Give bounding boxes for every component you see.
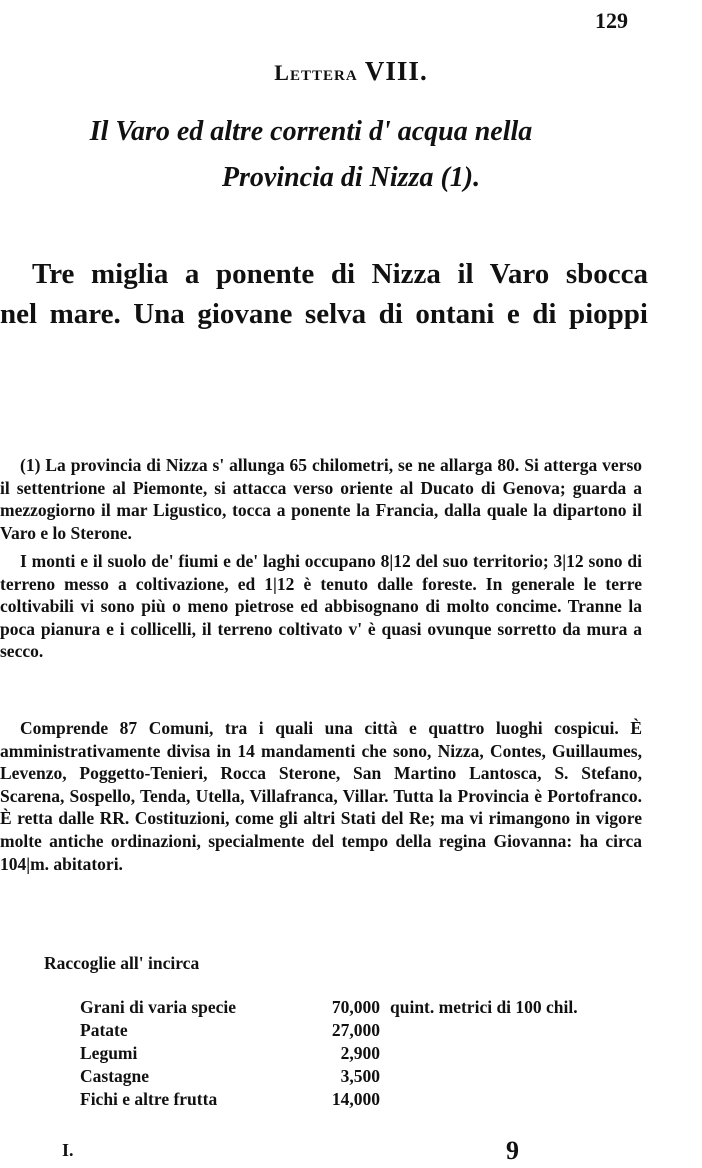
table-row — [80, 1019, 578, 1042]
crop-quantity: 27,000 — [331, 1020, 380, 1040]
crop-quantity: 70,000 — [331, 997, 380, 1017]
gathering-number: 9 — [506, 1136, 519, 1165]
chapter-numeral: VIII. — [364, 56, 428, 86]
body-text-line-1: Tre miglia a ponente di Nizza il Varo sbocca — [32, 258, 648, 290]
crop-quantity: 3,500 — [340, 1066, 380, 1086]
table-row — [80, 1042, 578, 1065]
footnote-text: (1) La provincia di Nizza s' allunga 65 chilometri, se ne allarga 80. Si atterga verso il settentrione al Piemonte, si attacca verso oriente al Ducato di Genova; guarda a mezzogiorno il mar Ligustico, tocca a ponente la Francia, dalla quale la dipartono il Varo e lo Sterone. — [0, 455, 642, 543]
chapter-prefix: Lettera — [274, 60, 358, 85]
footnote-text: I monti e il suolo de' fiumi e de' laghi occupano 8|12 del suo territorio; 3|12 sono di terreno messo a coltivazione, ed 1|12 è tenuto dalle foreste. In generale le terre coltivabili vi sono più o meno pietrose ed abbisognano di molto concime. Tranne la poca pianura e i collicelli, il terreno coltivato v' è quasi ovunque sorretto da mura a secco. — [0, 551, 642, 662]
chapter-heading — [0, 56, 702, 87]
crop-name: Patate — [80, 1020, 128, 1040]
body-text-line-2: nel mare. Una giovane selva di ontani e di pioppi — [0, 298, 648, 330]
table-row — [80, 1065, 578, 1088]
crop-quantity: 14,000 — [331, 1089, 380, 1109]
harvest-title: Raccoglie all' incirca — [44, 953, 200, 973]
table-row — [80, 996, 578, 1019]
subtitle-line-2: Provincia di Nizza (1). — [221, 162, 481, 193]
harvest-table — [80, 996, 578, 1111]
unit-label: quint. metrici di 100 chil. — [390, 997, 578, 1017]
footnote-paragraph-1 — [0, 454, 642, 544]
footnote-paragraph-3 — [0, 717, 642, 875]
subtitle-line-1: Il Varo ed altre correnti d' acqua nella — [89, 116, 533, 147]
crop-quantity: 2,900 — [340, 1043, 380, 1063]
footnote-text: Comprende 87 Comuni, tra i quali una città e quattro luoghi cospicui. È amministrativamente divisa in 14 mandamenti che sono, Nizza, Contes, Guillaumes, Levenzo, Poggetto-Tenieri, Rocca Sterone, San Martino Lantosca, S. Stefano, Scarena, Sospello, Tenda, Utella, Villafranca, Villar. Tutta la Provincia è Portofranco. È retta dalle RR. Costituzioni, come gli altri Stati del Re; ma vi rimangono in vigore molte antiche ordinazioni, specialmente del tempo della regina Giovanna: ha circa 104|m. abitatori. — [0, 718, 642, 874]
crop-name: Legumi — [80, 1043, 138, 1063]
table-row — [80, 1088, 578, 1111]
footnote-paragraph-2 — [0, 550, 642, 663]
signature-mark: I. — [62, 1140, 74, 1160]
crop-name: Grani di varia specie — [80, 997, 237, 1017]
crop-name: Fichi e altre frutta — [80, 1089, 218, 1109]
crop-name: Castagne — [80, 1066, 150, 1086]
page-number: 129 — [595, 8, 628, 33]
